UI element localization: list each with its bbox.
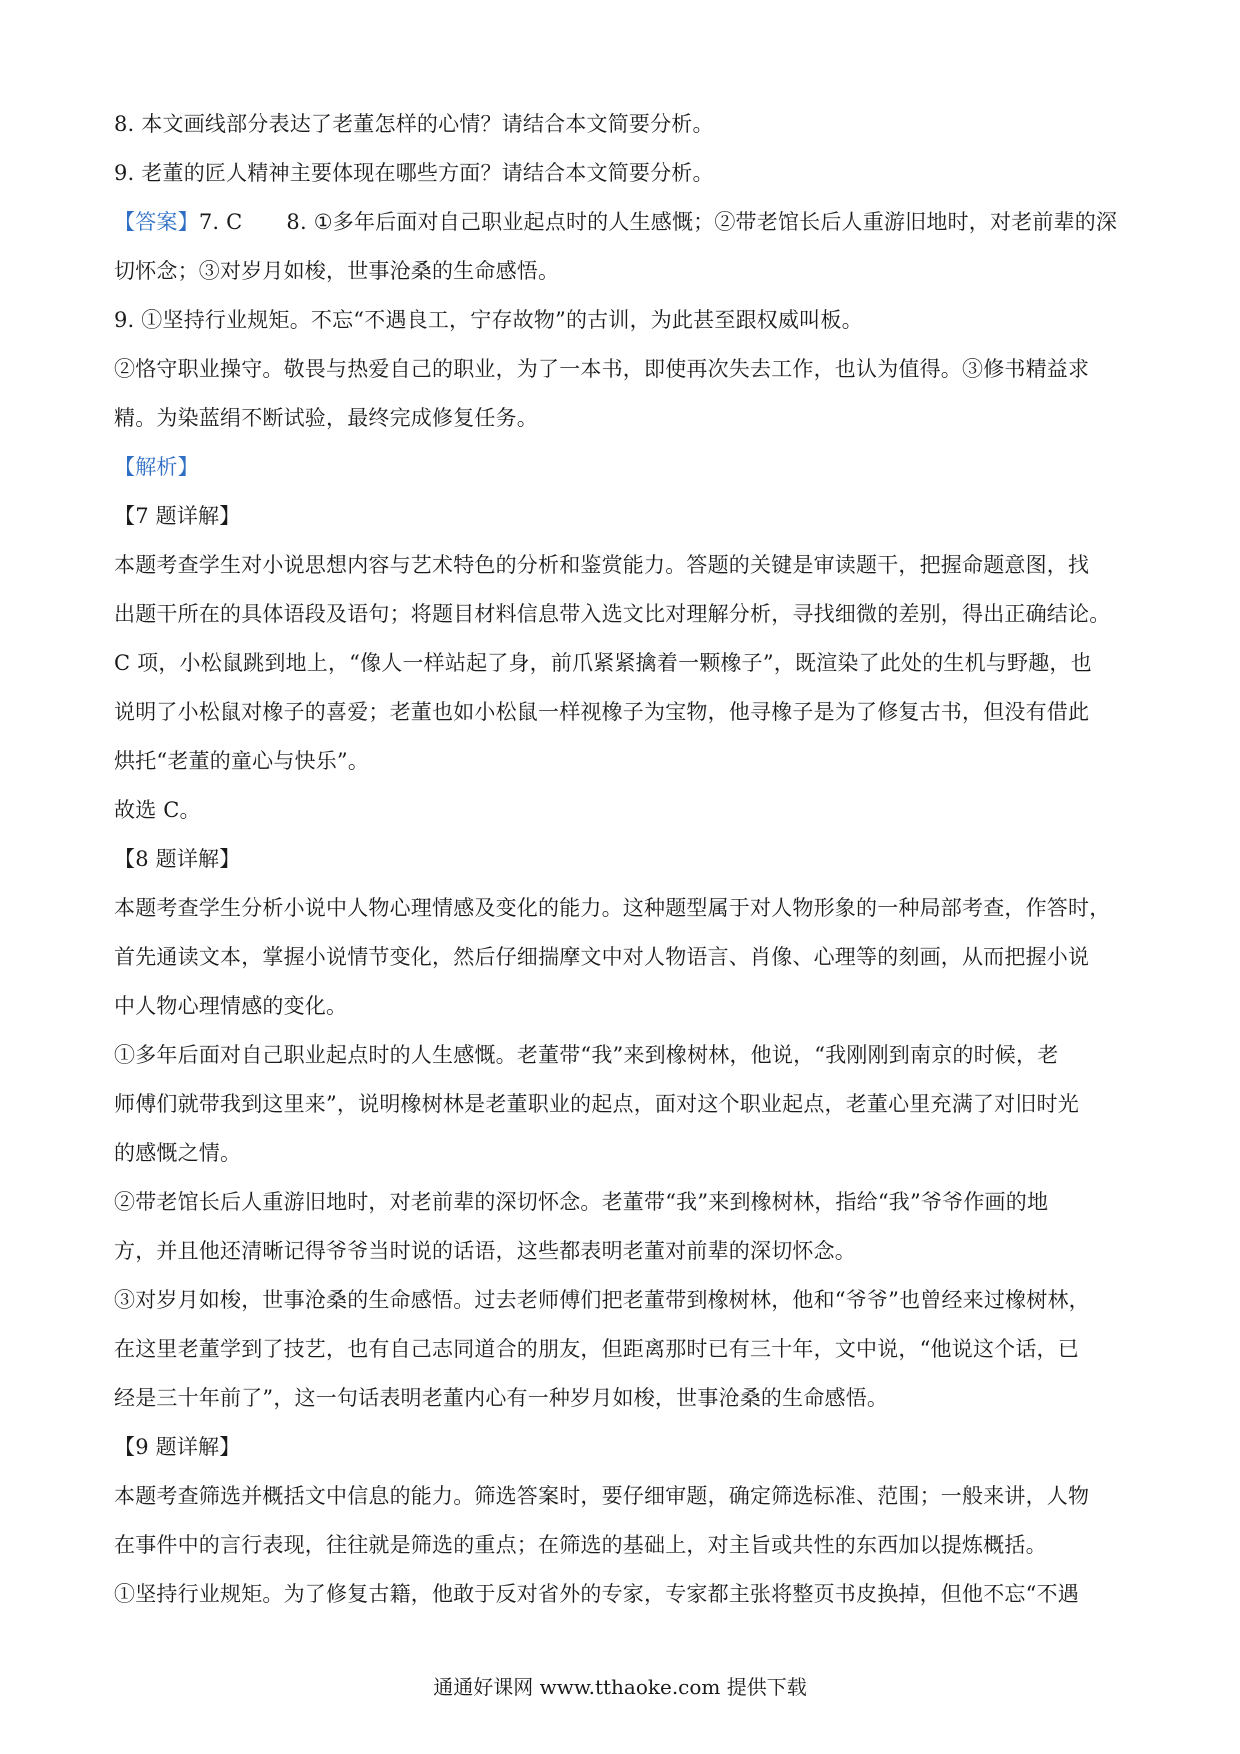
answer-q9-line-1: 9. ①坚持行业规矩。不忘“不遇良工，宁存故物”的古训，为此甚至跟权威叫板。 [114,308,863,332]
answer-label: 【答案】 [114,210,199,234]
q8-detail-line: 首先通读文本，掌握小说情节变化，然后仔细揣摩文中对人物语言、肖像、心理等的刻画，从而把握小说 [114,945,1090,969]
document-body [114,100,1134,1619]
question-9: 9. 老董的匠人精神主要体现在哪些方面？请结合本文简要分析。 [114,161,714,185]
q9-detail-line: 在事件中的言行表现，往往就是筛选的重点；在筛选的基础上，对主旨或共性的东西加以提炼概括。 [114,1533,1047,1557]
analysis-label: 【解析】 [114,455,199,479]
q7-detail-line: C 项，小松鼠跳到地上，“像人一样站起了身，前爪紧紧擒着一颗橡子”，既渲染了此处的生机与野趣，也 [114,651,1092,675]
q9-detail-heading: 【9 题详解】 [114,1435,241,1459]
q8-detail-line: 方，并且他还清晰记得爷爷当时说的话语，这些都表明老董对前辈的深切怀念。 [114,1239,856,1263]
q7-detail-line: 说明了小松鼠对橡子的喜爱；老董也如小松鼠一样视橡子为宝物，他寻橡子是为了修复古书，但没有借此 [114,700,1090,724]
q7-detail-line: 本题考查学生对小说思想内容与艺术特色的分析和鉴赏能力。答题的关键是审读题干，把握命题意图，找 [114,553,1090,577]
q8-detail-line: ①多年后面对自己职业起点时的人生感慨。老董带“我”来到橡树林，他说，“我刚刚到南京的时候，老 [114,1043,1059,1067]
q7-detail-line: 出题干所在的具体语段及语句；将题目材料信息带入选文比对理解分析，寻找细微的差别，得出正确结论。 [114,602,1111,626]
question-8: 8. 本文画线部分表达了老董怎样的心情？请结合本文简要分析。 [114,112,714,136]
q7-detail-line: 烘托“老董的童心与快乐”。 [114,749,370,773]
answer-q7: 7. C [198,210,243,234]
q8-detail-heading: 【8 题详解】 [114,847,241,871]
q9-detail-line: ①坚持行业规矩。为了修复古籍，他敢于反对省外的专家，专家都主张将整页书皮换掉，但他不忘“不遇 [114,1582,1079,1606]
q8-detail-line: 的感慨之情。 [114,1141,242,1165]
page-footer: 通通好课网 www.tthaoke.com 提供下载 [433,1675,807,1699]
q8-detail-line: 师傅们就带我到这里来”，说明橡树林是老董职业的起点，面对这个职业起点，老董心里充满了对旧时光 [114,1092,1079,1116]
q8-detail-line: ③对岁月如梭，世事沧桑的生命感悟。过去老师傅们把老董带到橡树林，他和“爷爷”也曾经来过橡树林， [114,1288,1090,1312]
q8-detail-line: 本题考查学生分析小说中人物心理情感及变化的能力。这种题型属于对人物形象的一种局部考查，作答时， [114,896,1111,920]
q7-detail-heading: 【7 题详解】 [114,504,241,528]
answer-q8-line-1: 8. ①多年后面对自己职业起点时的人生感慨；②带老馆长后人重游旧地时，对老前辈的深 [286,210,1118,234]
q8-detail-line: 经是三十年前了”，这一句话表明老董内心有一种岁月如梭，世事沧桑的生命感悟。 [114,1386,889,1410]
q8-detail-line: ②带老馆长后人重游旧地时，对老前辈的深切怀念。老董带“我”来到橡树林，指给“我”爷爷作画的地 [114,1190,1049,1214]
answer-q9-line-2: ②恪守职业操守。敬畏与热爱自己的职业，为了一本书，即使再次失去工作，也认为值得。③修书精益求 [114,357,1090,381]
q8-detail-line: 在这里老董学到了技艺，也有自己志同道合的朋友，但距离那时已有三十年，文中说，“他说这个话，已 [114,1337,1079,1361]
q9-detail-line: 本题考查筛选并概括文中信息的能力。筛选答案时，要仔细审题，确定筛选标准、范围；一般来讲，人物 [114,1484,1090,1508]
q7-conclusion: 故选 C。 [114,798,201,822]
answer-q9-line-3: 精。为染蓝绢不断试验，最终完成修复任务。 [114,406,538,430]
answer-q8-line-2: 切怀念；③对岁月如梭，世事沧桑的生命感悟。 [114,259,560,283]
q8-detail-line: 中人物心理情感的变化。 [114,994,348,1018]
answer-line-1 [114,198,1134,247]
